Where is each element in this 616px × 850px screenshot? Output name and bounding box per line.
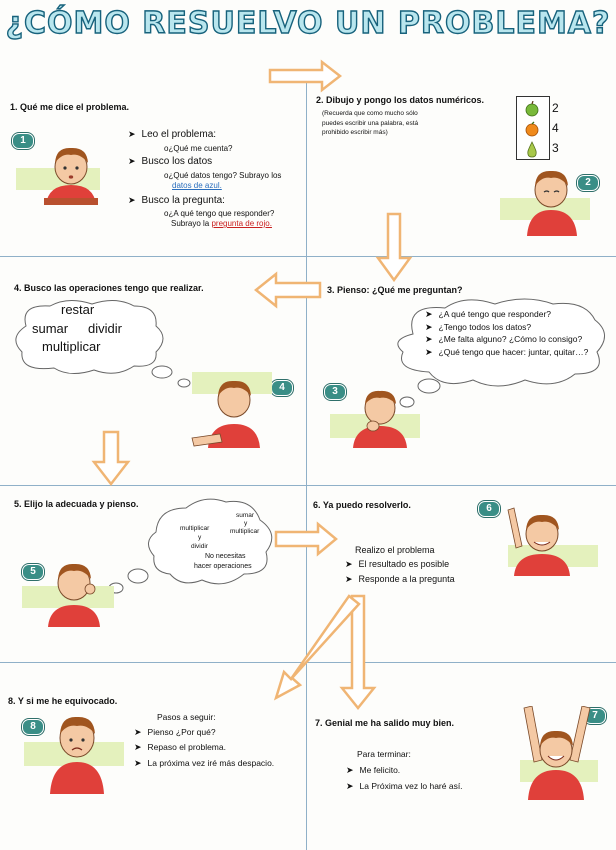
step1-item3-sub: ¿A qué tengo que responder? <box>168 209 275 218</box>
thought-cloud-choices <box>94 494 280 596</box>
data-value-pears: 3 <box>552 141 559 155</box>
step-badge-3: 3 <box>324 384 346 400</box>
step4-heading: 4. Busco las operaciones tengo que realizar. <box>14 283 204 293</box>
drawing-child-illustration <box>521 164 583 236</box>
step1-item3-underlined: pregunta de rojo. <box>211 219 272 228</box>
pear-icon <box>524 140 540 158</box>
step3-question3: ¿Me falta alguno? ¿Cómo lo consigo? <box>438 334 583 344</box>
step8-heading: 8. Y si me he equivocado. <box>8 696 118 706</box>
step2-note-line3: prohibido escribir más) <box>322 129 388 136</box>
step1-item2-underlined: datos de azul. <box>172 181 222 190</box>
operation-multiplicar: multiplicar <box>42 339 101 354</box>
step8-line4: La próxima vez iré más despacio. <box>147 758 275 768</box>
step2-note-line2: puedes escribir una palabra, está <box>322 119 419 127</box>
step1-item1: Leo el problema: <box>141 129 217 140</box>
choice-multiplicar-1: multiplicar <box>230 528 260 535</box>
step-badge-5: 5 <box>22 564 44 580</box>
step2-heading: 2. Dibujo y pongo los datos numéricos. <box>316 95 485 105</box>
arrow-diagonal-6-8 <box>276 596 359 698</box>
choice-hacer-operaciones: hacer operaciones <box>194 563 252 570</box>
step-badge-2: 2 <box>577 175 599 191</box>
pondering-child-illustration <box>349 388 411 448</box>
step-badge-8: 8 <box>22 719 44 735</box>
choice-sumar: sumar <box>236 512 255 519</box>
arrow-right-1-2 <box>270 62 340 90</box>
solving-child-illustration <box>500 506 576 576</box>
tired-child-illustration <box>190 376 266 448</box>
data-value-apples: 2 <box>552 101 559 115</box>
choice-dividir: dividir <box>191 543 208 550</box>
orange-icon <box>524 121 540 137</box>
step6-line3: Responde a la pregunta <box>358 574 455 584</box>
step6-line2: El resultado es posible <box>358 559 450 569</box>
step1-heading: 1. Qué me dice el problema. <box>10 102 130 112</box>
step2-note-line1: (Recuerda que como mucho sólo <box>322 110 418 117</box>
step7-line2: Me felicito. <box>359 765 401 775</box>
data-value-oranges: 4 <box>552 121 559 135</box>
sad-child-illustration <box>44 710 110 794</box>
operation-restar: restar <box>61 302 95 317</box>
step8-line3: Repaso el problema. <box>147 742 226 752</box>
step7-heading: 7. Genial me ha salido muy bien. <box>315 718 455 728</box>
page-title: ¿CÓMO RESUELVO UN PROBLEMA? <box>5 6 611 41</box>
step1-item2-sub: ¿Qué datos tengo? Subrayo los <box>168 171 282 180</box>
celebrating-child-illustration <box>512 706 598 800</box>
step6-heading: 6. Ya puedo resolverlo. <box>313 500 411 510</box>
operation-sumar: sumar <box>32 321 69 336</box>
choice-y-2: y <box>198 534 202 541</box>
step3-heading: 3. Pienso: ¿Qué me preguntan? <box>327 285 463 295</box>
apple-icon <box>524 101 540 117</box>
choice-y-1: y <box>244 520 248 527</box>
step8-line1: Pasos a seguir: <box>157 712 216 722</box>
step1-item3-sub2: Subrayo la <box>171 219 212 228</box>
arrow-down-4-5 <box>94 432 128 484</box>
step-badge-7: 7 <box>584 708 606 724</box>
step-badge-1: 1 <box>12 133 34 149</box>
step3-question4: ¿Qué tengo que hacer: juntar, quitar…? <box>438 346 589 357</box>
arrow-right-5-6 <box>276 524 336 554</box>
step-badge-6: 6 <box>478 501 500 517</box>
arrow-down-2-3 <box>378 214 410 280</box>
data-box <box>516 96 550 160</box>
step3-question2: ¿Tengo todos los datos? <box>438 321 532 332</box>
arrow-left-3-4 <box>256 274 320 306</box>
thinking-child-illustration <box>38 141 104 205</box>
choice-no-necesitas: No necesitas <box>205 553 246 560</box>
step1-item1-sub: ¿Qué me cuenta? <box>168 144 233 153</box>
step8-line2: Pienso ¿Por qué? <box>147 727 216 737</box>
choice-multiplicar-2: multiplicar <box>180 525 210 532</box>
step1-item3: Busco la pregunta: <box>141 195 225 206</box>
step7-line1: Para terminar: <box>357 749 411 759</box>
step1-item2: Busco los datos <box>141 156 213 167</box>
deciding-child-illustration <box>40 561 106 627</box>
step3-question1: ¿A qué tengo que responder? <box>438 309 552 319</box>
operation-dividir: dividir <box>88 321 122 336</box>
step7-line3: La Próxima vez lo haré así. <box>359 781 463 791</box>
step5-heading: 5. Elijo la adecuada y pienso. <box>14 499 139 509</box>
step-badge-4: 4 <box>271 380 293 396</box>
step6-line1: Realizo el problema <box>355 545 435 555</box>
thought-cloud-operations <box>6 296 196 388</box>
